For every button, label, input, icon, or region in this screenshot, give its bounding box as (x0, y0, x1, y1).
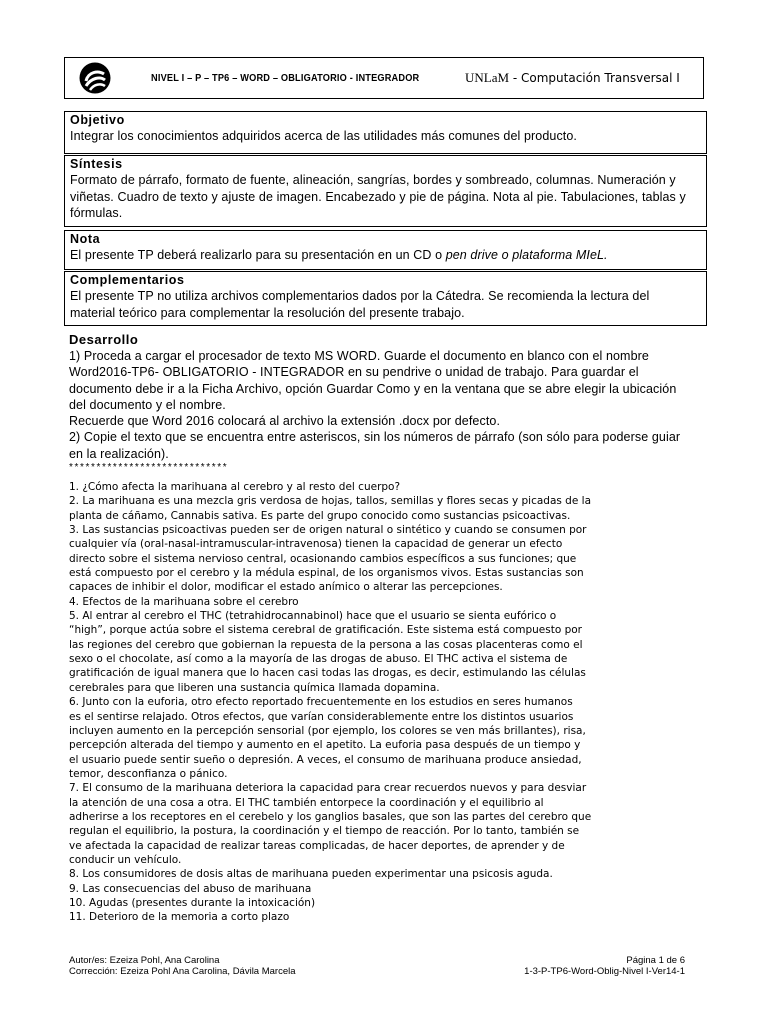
quoted-line: temor, desconfianza o pánico. (69, 767, 228, 780)
quoted-line: las regiones del cerebro que gobiernan la repuesta de la persona a las cosas placenteras como el (69, 638, 583, 651)
desarrollo-line: Recuerde que Word 2016 colocará al archivo la extensión .docx por defecto. (69, 414, 501, 429)
quoted-line: 2. La marihuana es una mezcla gris verdosa de hojas, tallos, semillas y flores secas y picadas de la (69, 495, 592, 508)
org-course: - Computación Transversal I (509, 71, 680, 85)
desarrollo-title: Desarrollo (69, 332, 139, 347)
desarrollo-line: del documento y el nombre. (69, 397, 226, 412)
asterisk-separator: ***************************** (69, 462, 229, 474)
nota-box (64, 230, 707, 270)
desarrollo-line: en la realización). (69, 446, 169, 461)
objetivo-box (64, 111, 707, 154)
complementarios-line: El presente TP no utiliza archivos complementarios dados por la Cátedra. Se recomienda la lectura del (70, 289, 650, 303)
quoted-line: percepción alterada del tiempo y aumento en el apetito. La euforia pasa después de un tiempo y (69, 739, 581, 752)
footer-page-number: Página 1 de 6 (626, 955, 685, 966)
complementarios-title: Complementarios (70, 273, 185, 287)
objetivo-title: Objetivo (70, 113, 125, 127)
nota-text-plain: El presente TP deberá realizarlo para su presentación en un CD o (70, 248, 446, 262)
quoted-line: 3. Las sustancias psicoactivas pueden ser de origen natural o sintético y cuando se consumen por (69, 524, 587, 537)
nota-text-italic: pen drive o plataforma MIeL. (445, 248, 608, 262)
unlam-logo-icon (65, 58, 125, 98)
quoted-line: cerebrales para que liberen una sustancia química llamada dopamina. (69, 681, 440, 694)
quoted-line: 6. Junto con la euforia, otro efecto reportado frecuentemente en los estudios en seres humanos (69, 696, 573, 709)
quoted-text-block (69, 480, 709, 925)
quoted-line: está compuesto por el cerebro y la médula espinal, de los organismos vivos. Estas sustancias son (69, 567, 584, 580)
quoted-line: el usuario puede sentir sueño o depresión. A veces, el consumo de marihuana produce ansiedad, (69, 753, 582, 766)
quoted-line: 11. Deterioro de la memoria a corto plazo (69, 911, 290, 924)
quoted-line: 8. Los consumidores de dosis altas de marihuana pueden experimentar una psicosis aguda. (69, 868, 553, 881)
desarrollo-line: 2) Copie el texto que se encuentra entre asteriscos, sin los números de párrafo (son sólo para poderse guiar (69, 430, 681, 445)
quoted-line: 7. El consumo de la marihuana deteriora la capacidad para crear recuerdos nuevos y para desviar (69, 782, 587, 795)
header-title: NIVEL I – P – TP6 – WORD – OBLIGATORIO - INTEGRADOR (151, 72, 420, 84)
quoted-line: 1. ¿Cómo afecta la marihuana al cerebro y al resto del cuerpo? (69, 481, 401, 493)
quoted-line: directo sobre el sistema nervioso central, ocasionando cambios específicos a sus funciones; que (69, 552, 577, 565)
quoted-line: es el sentirse relajado. Otros efectos, que varían considerablemente entre los distintos usuarios (69, 710, 574, 723)
desarrollo-section (69, 332, 705, 474)
quoted-line: regulan el equilibrio, la postura, la coordinación y el tiempo de reacción. Por lo tanto, también se (69, 825, 580, 838)
quoted-line: capaces de inhibir el dolor, modificar el estado anímico o alterar las percepciones. (69, 581, 503, 594)
quoted-line: 9. Las consecuencias del abuso de marihuana (69, 882, 312, 895)
header-organization (465, 70, 680, 86)
page-footer (69, 955, 685, 977)
page-header (64, 57, 704, 99)
sintesis-title: Síntesis (70, 157, 123, 171)
desarrollo-line: 1) Proceda a cargar el procesador de texto MS WORD. Guarde el documento en blanco con el nombre (69, 349, 649, 363)
footer-correction: Corrección: Ezeiza Pohl Ana Carolina, Dávila Marcela (69, 966, 296, 977)
quoted-line: la atención de una cosa a otra. El THC también entorpece la coordinación y el equilibrio al (69, 796, 544, 809)
complementarios-line: material teórico para complementar la resolución del presente trabajo. (70, 305, 465, 320)
sintesis-line: viñetas. Cuadro de texto y ajuste de imagen. Encabezado y pie de página. Nota al pie. Tabulaciones, tablas y (70, 189, 686, 204)
desarrollo-line: documento debe ir a la Ficha Archivo, opción Guardar Como y en la ventana que se abre elegir la ubicación (69, 381, 677, 396)
quoted-line: incluyen aumento en la percepción sensorial (por ejemplo, los colores se ven más brillantes), risa, (69, 724, 586, 737)
objetivo-text: Integrar los conocimientos adquiridos acerca de las utilidades más comunes del producto. (70, 129, 577, 143)
nota-text (70, 247, 702, 264)
quoted-line: gratificación de igual manera que lo hacen casi todas las drogas, es decir, estimulando las células (69, 667, 586, 680)
quoted-line: conducir un vehículo. (69, 853, 182, 866)
sintesis-box (64, 155, 707, 227)
quoted-line: adherirse a los receptores en el cerebelo y los ganglios basales, que son las partes del cerebro que (69, 810, 592, 823)
quoted-line: cualquier vía (oral-nasal-intramuscular-intravenosa) tienen la capacidad de generar un efecto (69, 538, 563, 551)
complementarios-box (64, 271, 707, 326)
sintesis-line: Formato de párrafo, formato de fuente, alineación, sangrías, bordes y sombreado, columnas. Numeración y (70, 173, 676, 187)
quoted-line: “high”, porque actúa sobre el sistema cerebral de gratificación. Este sistema está compuesto por (69, 624, 582, 637)
sintesis-line: fórmulas. (70, 206, 123, 220)
quoted-line: 10. Agudas (presentes durante la intoxicación) (69, 896, 316, 909)
footer-author: Autor/es: Ezeiza Pohl, Ana Carolina (69, 955, 220, 966)
org-prefix: UNLaM (465, 70, 510, 85)
quoted-line: 5. Al entrar al cerebro el THC (tetrahidrocannabinol) hace que el usuario se sienta eufórico o (69, 610, 557, 623)
quoted-line: sexo o el chocolate, así como a la mayoría de las drogas de abuso. El THC activa el sistema de (69, 653, 568, 666)
quoted-line: ve afectada la capacidad de realizar tareas complicadas, de hacer deportes, de aprender y de (69, 839, 565, 852)
footer-doc-id: 1-3-P-TP6-Word-Oblig-Nivel I-Ver14-1 (524, 966, 685, 977)
nota-title: Nota (70, 232, 101, 246)
quoted-line: 4. Efectos de la marihuana sobre el cerebro (69, 595, 299, 608)
quoted-line: planta de cáñamo, Cannabis sativa. Es parte del grupo conocido como sustancias psicoactivas. (69, 509, 571, 522)
desarrollo-line: Word2016-TP6- OBLIGATORIO - INTEGRADOR en su pendrive o unidad de trabajo. Para guardar el (69, 365, 639, 380)
